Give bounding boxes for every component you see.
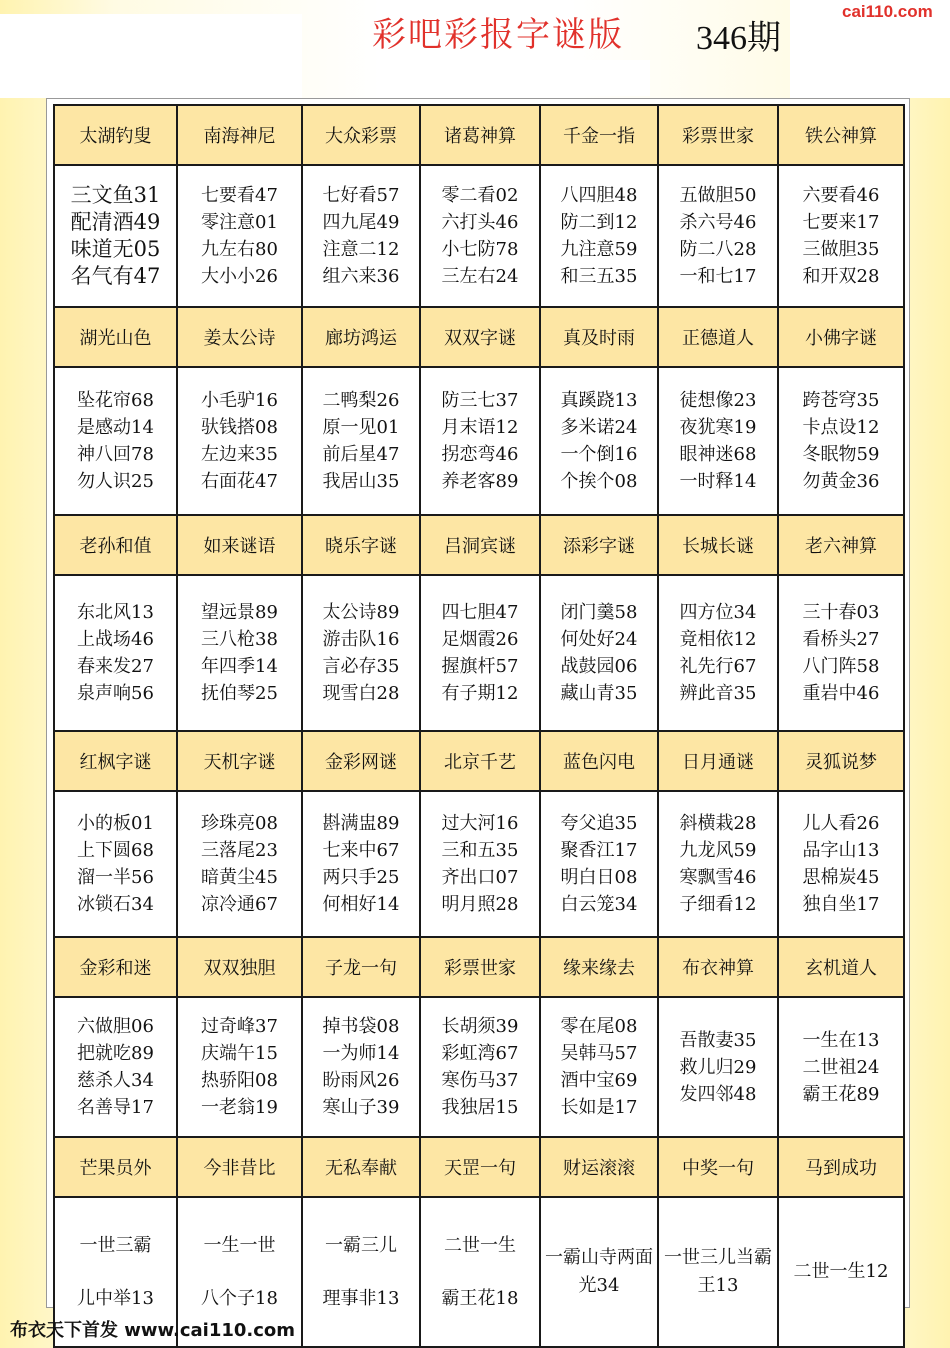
riddle-cell xyxy=(177,165,302,307)
riddle-cell xyxy=(54,165,177,307)
riddle-line: 看桥头27 xyxy=(802,629,880,650)
riddle-cell xyxy=(658,997,778,1137)
column-header: 缘来缘去 xyxy=(540,937,658,997)
riddle-line: 三左右24 xyxy=(441,266,519,287)
riddle-line: 游击队16 xyxy=(322,629,400,650)
riddle-cell xyxy=(540,165,658,307)
riddle-line: 把就吃89 xyxy=(77,1043,154,1064)
riddle-line: 七要看47 xyxy=(201,185,278,206)
column-header: 姜太公诗 xyxy=(177,307,302,367)
riddle-line: 前后星47 xyxy=(322,444,400,465)
riddle-line: 斜横栽28 xyxy=(679,813,757,834)
column-header: 真及时雨 xyxy=(540,307,658,367)
column-header: 天罡一句 xyxy=(420,1137,540,1197)
riddle-cell xyxy=(177,575,302,731)
issue-number: 346期 xyxy=(696,20,781,57)
riddle-cell xyxy=(302,1197,420,1347)
column-header: 金彩网谜 xyxy=(302,731,420,791)
riddle-line: 一为师14 xyxy=(322,1043,400,1064)
riddle-line: 七好看57 xyxy=(322,185,400,206)
riddle-cell xyxy=(302,997,420,1137)
riddle-cell xyxy=(540,1197,658,1347)
column-header: 玄机道人 xyxy=(778,937,904,997)
riddle-line: 上下圆68 xyxy=(77,840,154,861)
riddle-line: 年四季14 xyxy=(201,656,278,677)
column-header: 廊坊鸿运 xyxy=(302,307,420,367)
column-header: 长城长谜 xyxy=(658,515,778,575)
column-header: 红枫字谜 xyxy=(54,731,177,791)
column-header: 中奖一句 xyxy=(658,1137,778,1197)
riddle-line: 眼神迷68 xyxy=(679,444,757,465)
riddle-cell xyxy=(177,791,302,937)
entry-row xyxy=(54,367,904,515)
column-header: 小佛字谜 xyxy=(778,307,904,367)
riddle-line: 驮钱搭08 xyxy=(201,417,278,438)
riddle-line: 掉书袋08 xyxy=(322,1016,400,1037)
riddle-line: 上战场46 xyxy=(77,629,154,650)
riddle-line: 辨此音35 xyxy=(679,683,757,704)
entry-row xyxy=(54,575,904,731)
riddle-line: 过大河16 xyxy=(441,813,519,834)
riddle-line: 藏山青35 xyxy=(560,683,638,704)
column-header: 正德道人 xyxy=(658,307,778,367)
riddle-line: 七来中67 xyxy=(322,840,400,861)
riddle-line: 二世一生 xyxy=(444,1235,516,1256)
riddle-line: 夸父追35 xyxy=(560,813,638,834)
riddle-line: 过奇峰37 xyxy=(201,1016,278,1037)
column-header: 如来谜语 xyxy=(177,515,302,575)
riddle-line: 春来发27 xyxy=(77,656,154,677)
riddle-cell xyxy=(778,1197,904,1347)
riddle-line: 长如是17 xyxy=(560,1097,638,1118)
riddle-line: 防二八28 xyxy=(679,239,757,260)
riddle-line: 我独居15 xyxy=(441,1097,519,1118)
riddle-line: 八四胆48 xyxy=(560,185,638,206)
riddle-line: 防二到12 xyxy=(560,212,638,233)
riddle-line: 名善导17 xyxy=(77,1097,154,1118)
riddle-line: 八个子18 xyxy=(201,1288,278,1309)
column-header: 添彩字谜 xyxy=(540,515,658,575)
riddle-line: 右面花47 xyxy=(201,471,278,492)
riddle-cell xyxy=(54,367,177,515)
column-header: 老孙和值 xyxy=(54,515,177,575)
riddle-line: 名气有47 xyxy=(70,264,161,288)
riddle-cell xyxy=(54,575,177,731)
column-header: 天机字谜 xyxy=(177,731,302,791)
riddle-line: 明白日08 xyxy=(560,867,638,888)
riddle-line: 何处好24 xyxy=(560,629,638,650)
riddle-line: 三做胆35 xyxy=(802,239,880,260)
riddle-cell xyxy=(540,575,658,731)
riddle-cell xyxy=(778,165,904,307)
riddle-line: 个挨个08 xyxy=(560,471,638,492)
riddle-line: 霸王花18 xyxy=(441,1288,519,1309)
riddle-line: 儿人看26 xyxy=(802,813,880,834)
riddle-line: 斟满盅89 xyxy=(322,813,400,834)
riddle-line: 吾散妻35 xyxy=(679,1029,757,1051)
riddle-cell xyxy=(177,367,302,515)
riddle-line: 足烟霞26 xyxy=(441,629,519,650)
riddle-line: 六打头46 xyxy=(441,212,519,233)
riddle-line: 九注意59 xyxy=(560,239,638,260)
riddle-table xyxy=(53,104,905,1348)
riddle-line: 吴韩马57 xyxy=(560,1043,638,1064)
column-header: 铁公神算 xyxy=(778,105,904,165)
riddle-line: 竟相依12 xyxy=(679,629,757,650)
column-header: 日月通谜 xyxy=(658,731,778,791)
riddle-cell xyxy=(420,575,540,731)
line-gap xyxy=(55,1259,176,1285)
riddle-line: 握旗杆57 xyxy=(441,656,519,677)
column-header: 北京千艺 xyxy=(420,731,540,791)
riddle-line: 子细看12 xyxy=(679,894,757,915)
riddle-line: 现雪白28 xyxy=(322,683,400,704)
riddle-line: 零在尾08 xyxy=(560,1016,638,1037)
riddle-line: 六要看46 xyxy=(802,185,880,206)
riddle-line: 七要来17 xyxy=(802,212,880,233)
blank-area-left xyxy=(0,14,302,98)
riddle-cell xyxy=(778,367,904,515)
riddle-line: 真蹊跷13 xyxy=(560,390,638,411)
column-header: 湖光山色 xyxy=(54,307,177,367)
riddle-line: 原一见01 xyxy=(322,417,400,438)
riddle-line: 零二看02 xyxy=(441,185,519,206)
riddle-cell xyxy=(778,997,904,1137)
column-header: 双双独胆 xyxy=(177,937,302,997)
riddle-line: 四九尾49 xyxy=(322,212,400,233)
riddle-line: 重岩中46 xyxy=(802,683,880,704)
riddle-line: 三落尾23 xyxy=(201,840,278,861)
riddle-line: 一老翁19 xyxy=(201,1097,278,1118)
riddle-line: 我居山35 xyxy=(322,471,400,492)
riddle-line: 明月照28 xyxy=(441,894,519,915)
column-header: 灵狐说梦 xyxy=(778,731,904,791)
riddle-cell xyxy=(420,997,540,1137)
riddle-line: 寒山子39 xyxy=(322,1097,400,1118)
column-header: 蓝色闪电 xyxy=(540,731,658,791)
riddle-line: 霸王花89 xyxy=(802,1083,880,1105)
riddle-line: 何相好14 xyxy=(322,894,400,915)
riddle-cell xyxy=(658,791,778,937)
riddle-line: 零注意01 xyxy=(201,212,278,233)
riddle-line: 两只手25 xyxy=(322,867,400,888)
riddle-line: 一生一世 xyxy=(203,1235,276,1256)
riddle-line: 小七防78 xyxy=(441,239,519,260)
site-watermark: cai110.com xyxy=(842,2,933,21)
riddle-line: 齐出口07 xyxy=(441,867,519,888)
riddle-line: 彩虹湾67 xyxy=(441,1043,519,1064)
riddle-line: 九龙风59 xyxy=(679,840,757,861)
header-row xyxy=(54,515,904,575)
line-gap xyxy=(303,1259,419,1285)
riddle-cell xyxy=(540,791,658,937)
riddle-line: 凉冷通67 xyxy=(201,894,278,915)
column-header: 太湖钓叟 xyxy=(54,105,177,165)
column-header: 双双字谜 xyxy=(420,307,540,367)
column-header: 彩票世家 xyxy=(658,105,778,165)
footer-credit: 布衣天下首发 www.cai110.com xyxy=(10,1320,296,1341)
riddle-line: 珍珠亮08 xyxy=(201,813,278,834)
riddle-line: 冰锁石34 xyxy=(77,894,154,915)
riddle-line: 抚伯琴25 xyxy=(201,683,278,704)
column-header: 芒果员外 xyxy=(54,1137,177,1197)
riddle-line: 独自坐17 xyxy=(802,894,880,915)
riddle-cell xyxy=(302,367,420,515)
riddle-line: 太公诗89 xyxy=(322,602,400,623)
riddle-line: 跨苍穹35 xyxy=(802,390,880,411)
riddle-line: 一世三霸 xyxy=(79,1235,152,1256)
riddle-cell xyxy=(420,791,540,937)
riddle-line: 一个倒16 xyxy=(560,444,638,465)
riddle-cell xyxy=(177,997,302,1137)
riddle-cell xyxy=(302,165,420,307)
header-row xyxy=(54,105,904,165)
riddle-cell xyxy=(540,997,658,1137)
riddle-cell xyxy=(658,575,778,731)
riddle-line: 救儿归29 xyxy=(679,1056,757,1078)
riddle-line: 九左右80 xyxy=(201,239,278,260)
column-header: 布衣神算 xyxy=(658,937,778,997)
riddle-line: 左边来35 xyxy=(201,444,278,465)
riddle-cell xyxy=(540,367,658,515)
riddle-line: 聚香江17 xyxy=(560,840,638,861)
riddle-line: 思棉炭45 xyxy=(802,867,880,888)
riddle-line: 一霸三儿 xyxy=(325,1235,397,1256)
riddle-line: 是感动14 xyxy=(77,417,154,438)
riddle-line: 长胡须39 xyxy=(441,1016,519,1037)
riddle-line: 和开双28 xyxy=(802,266,880,287)
riddle-cell xyxy=(302,791,420,937)
riddle-line: 四七胆47 xyxy=(441,602,519,623)
riddle-cell xyxy=(658,367,778,515)
riddle-line: 二鸭梨26 xyxy=(322,390,400,411)
riddle-line: 闭门羹58 xyxy=(560,602,638,623)
riddle-line: 发四邻48 xyxy=(679,1083,757,1105)
column-header: 金彩和迷 xyxy=(54,937,177,997)
riddle-line: 四方位34 xyxy=(679,602,757,623)
header-row xyxy=(54,731,904,791)
riddle-line: 和三五35 xyxy=(560,266,638,287)
riddle-line: 白云笼34 xyxy=(560,894,638,915)
riddle-line: 坠花帘68 xyxy=(77,390,154,411)
riddle-line: 神八回78 xyxy=(77,444,154,465)
riddle-line: 味道无05 xyxy=(70,237,161,261)
column-header: 无私奉献 xyxy=(302,1137,420,1197)
riddle-line: 月末语12 xyxy=(441,417,519,438)
riddle-line: 组六来36 xyxy=(322,266,400,287)
riddle-cell xyxy=(658,1197,778,1347)
riddle-line: 溜一半56 xyxy=(77,867,154,888)
riddle-line: 三十春03 xyxy=(802,602,880,623)
riddle-line: 八门阵58 xyxy=(802,656,880,677)
riddle-line: 盼雨风26 xyxy=(322,1070,400,1091)
riddle-line: 大小小26 xyxy=(201,266,278,287)
riddle-line: 三文鱼31 xyxy=(70,183,161,207)
riddle-cell xyxy=(54,791,177,937)
riddle-line: 防三七37 xyxy=(441,390,519,411)
riddle-line: 品字山13 xyxy=(802,840,880,861)
column-header: 大众彩票 xyxy=(302,105,420,165)
riddle-cell xyxy=(420,367,540,515)
riddle-line: 泉声响56 xyxy=(77,683,154,704)
riddle-line: 有子期12 xyxy=(441,683,519,704)
riddle-line: 二世一生12 xyxy=(793,1261,889,1282)
riddle-line: 慈杀人34 xyxy=(77,1070,154,1091)
riddle-line: 热骄阳08 xyxy=(201,1070,278,1091)
riddle-line: 勿黄金36 xyxy=(802,471,880,492)
entry-row xyxy=(54,165,904,307)
riddle-line: 六做胆06 xyxy=(77,1016,154,1037)
header-row xyxy=(54,307,904,367)
riddle-line: 望远景89 xyxy=(201,602,278,623)
column-header: 诸葛神算 xyxy=(420,105,540,165)
line-gap xyxy=(421,1259,539,1285)
riddle-line: 东北风13 xyxy=(77,602,154,623)
riddle-line: 暗黄尘45 xyxy=(201,867,278,888)
riddle-line: 寒飘雪46 xyxy=(679,867,757,888)
column-header: 子龙一句 xyxy=(302,937,420,997)
line-gap xyxy=(178,1259,301,1285)
column-header: 千金一指 xyxy=(540,105,658,165)
riddle-line: 多米诺24 xyxy=(560,417,638,438)
riddle-line: 酒中宝69 xyxy=(560,1070,638,1091)
riddle-line: 拐恋弯46 xyxy=(441,444,519,465)
riddle-line: 卡点设12 xyxy=(802,417,880,438)
header-row xyxy=(54,937,904,997)
riddle-line: 养老客89 xyxy=(441,471,519,492)
riddle-cell xyxy=(658,165,778,307)
riddle-line: 三和五35 xyxy=(441,840,519,861)
riddle-line: 一时释14 xyxy=(679,471,757,492)
riddle-cell xyxy=(54,997,177,1137)
column-header: 彩票世家 xyxy=(420,937,540,997)
riddle-line: 杀六号46 xyxy=(679,212,757,233)
riddle-line: 徒想像23 xyxy=(679,390,757,411)
header-row xyxy=(54,1137,904,1197)
column-header: 今非昔比 xyxy=(177,1137,302,1197)
riddle-line: 注意二12 xyxy=(322,239,400,260)
column-header: 吕洞宾谜 xyxy=(420,515,540,575)
column-header: 老六神算 xyxy=(778,515,904,575)
entry-row xyxy=(54,791,904,937)
riddle-line: 冬眠物59 xyxy=(802,444,880,465)
riddle-line: 战鼓园06 xyxy=(560,656,638,677)
riddle-cell xyxy=(302,575,420,731)
column-header: 晓乐字谜 xyxy=(302,515,420,575)
page-title: 彩吧彩报字谜版 xyxy=(372,15,624,55)
riddle-line: 言必存35 xyxy=(322,656,400,677)
riddle-line: 礼先行67 xyxy=(679,656,757,677)
riddle-cell xyxy=(420,1197,540,1347)
blank-area-middle xyxy=(404,60,650,96)
riddle-line: 一生在13 xyxy=(802,1029,880,1051)
entry-row xyxy=(54,997,904,1137)
riddle-line: 庆端午15 xyxy=(201,1043,278,1064)
riddle-line: 寒伤马37 xyxy=(441,1070,519,1091)
riddle-line: 配清酒49 xyxy=(70,210,161,234)
riddle-line: 儿中举13 xyxy=(77,1288,154,1309)
riddle-line: 勿人识25 xyxy=(77,471,154,492)
column-header: 财运滚滚 xyxy=(540,1137,658,1197)
riddle-line: 五做胆50 xyxy=(679,185,757,206)
riddle-line: 夜犹寒19 xyxy=(679,417,757,438)
riddle-line: 一世三儿当霸王13 xyxy=(664,1247,772,1296)
riddle-line: 一和七17 xyxy=(679,266,757,287)
riddle-line: 理事非13 xyxy=(322,1288,400,1309)
riddle-cell xyxy=(778,575,904,731)
column-header: 南海神尼 xyxy=(177,105,302,165)
riddle-cell xyxy=(420,165,540,307)
column-header: 马到成功 xyxy=(778,1137,904,1197)
riddle-line: 一霸山寺两面光34 xyxy=(545,1247,653,1296)
riddle-line: 小毛驴16 xyxy=(201,390,278,411)
riddle-line: 二世祖24 xyxy=(802,1056,880,1078)
riddle-line: 三八枪38 xyxy=(201,629,278,650)
riddle-cell xyxy=(778,791,904,937)
riddle-line: 小的板01 xyxy=(77,813,154,834)
